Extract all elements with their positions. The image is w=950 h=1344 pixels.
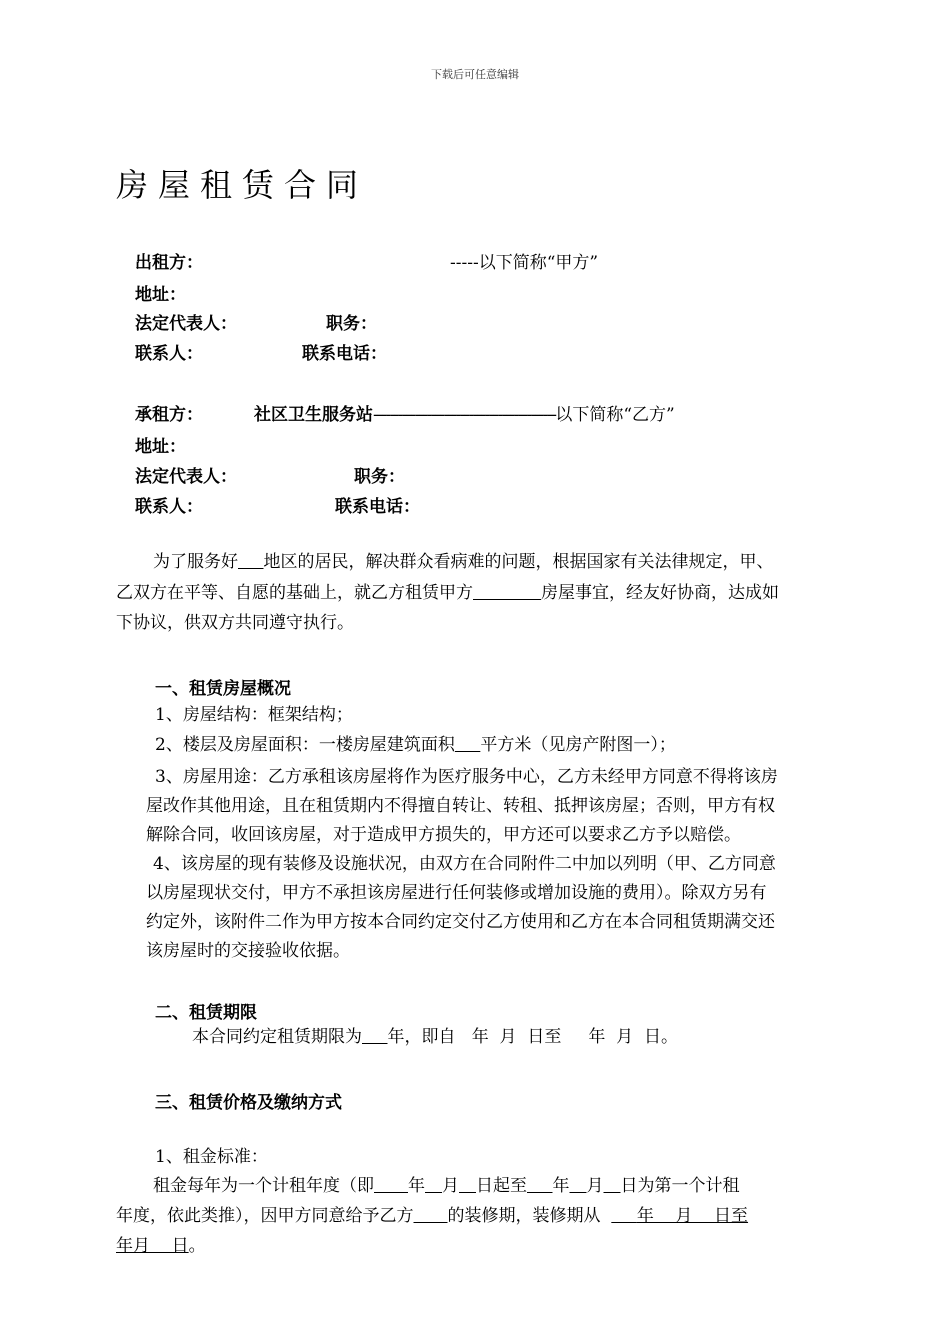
intro-text: 地区的居民，解决群众看病难的问题，根据国家有关法律规定，甲、: [263, 552, 774, 572]
lessee-contact-row: [135, 492, 420, 517]
blank-field: [527, 1176, 553, 1196]
lessee-name-line: [254, 400, 675, 425]
lessee-rep-label: 法定代表人：: [135, 467, 237, 487]
rent-text: 租金每年为一个计租年度（即: [153, 1176, 374, 1196]
section1-heading: 一、租赁房屋概况: [155, 679, 291, 699]
lessor-rep-label: 法定代表人：: [135, 314, 237, 334]
section1-item4-line4: 该房屋时的交接验收依据。: [146, 941, 350, 961]
lessee-row: [135, 400, 675, 425]
item-text: 平方米（见房产附图一）；: [480, 735, 676, 755]
blank-field: [604, 1176, 621, 1196]
rent-text: 年: [552, 1176, 570, 1196]
section3-item1: 1、租金标准：: [155, 1147, 268, 1167]
section1-item3-line3: 解除合同，收回该房屋，对于造成甲方损失的，甲方还可以要求乙方予以赔偿。: [146, 825, 741, 845]
section3-line1: [153, 1172, 740, 1201]
lessor-suffix: -----以下简称“甲方”: [450, 253, 599, 273]
section2-text: [192, 1023, 678, 1052]
rent-text: 月: [442, 1176, 459, 1196]
header-note: 下载后可任意编辑: [431, 68, 519, 81]
intro-line-2: [116, 578, 779, 608]
lessor-position-label: 职务：: [326, 314, 377, 334]
section1-item4-line2: 以房屋现状交付，甲方不承担该房屋进行任何装修或增加设施的费用）。除双方另有: [146, 883, 767, 903]
lessor-contact-label: 联系人：: [135, 344, 203, 364]
section1-item4-line1: 4、该房屋的现有装修及设施状况，由双方在合同附件二中加以列明（甲、乙方同意: [153, 854, 776, 874]
intro-text: 乙双方在平等、自愿的基础上，就乙方租赁甲方: [116, 583, 473, 603]
lessor-rep-row: [135, 309, 377, 334]
lessee-suffix: 以下简称“乙方”: [555, 405, 675, 425]
lessee-contact-label: 联系人：: [135, 497, 203, 517]
blank-field: [455, 735, 481, 755]
lessor-address-row: [135, 280, 186, 305]
lessee-rep-row: [135, 462, 405, 487]
blank-field: [362, 1027, 388, 1047]
rent-text: 。: [188, 1236, 206, 1256]
rent-text: 日为第一个计租: [620, 1176, 740, 1196]
lessor-phone-label: 联系电话：: [302, 344, 387, 364]
section1-item3-line2: 屋改作其他用途，且在租赁期内不得擅自转让、转租、抵押该房屋；否则，甲方有权: [146, 796, 775, 816]
rent-text: 年 月 日至: [636, 1206, 749, 1226]
rent-text: 年: [408, 1176, 425, 1196]
lessor-contact-row: [135, 339, 387, 364]
blank-field: [459, 1176, 476, 1196]
section1-item2: [155, 731, 676, 760]
rent-text: 月: [586, 1176, 604, 1196]
intro-text: 为了服务好: [153, 552, 238, 572]
intro-line-3: 下协议，供双方共同遵守执行。: [116, 613, 354, 633]
lessee-position-label: 职务：: [354, 467, 405, 487]
blank-field: [425, 1176, 442, 1196]
item-text: 2、楼层及房屋面积：一楼房屋建筑面积: [155, 735, 455, 755]
lessor-row: [135, 248, 599, 273]
section1-item3-line1: 3、房屋用途：乙方承租该房屋将作为医疗服务中心，乙方未经甲方同意不得将该房: [155, 767, 778, 787]
lessee-dashes: --------------------------------------------: [373, 405, 556, 425]
blank-field: [611, 1206, 637, 1226]
section3-line2: [116, 1202, 748, 1231]
blank-field: [473, 583, 541, 603]
blank-field: [570, 1176, 587, 1196]
section3-line3: [116, 1232, 206, 1261]
lessee-address-label: 地址：: [135, 437, 186, 457]
lessee-address-row: [135, 432, 186, 457]
blank-field: [374, 1176, 408, 1196]
lessee-name: 社区卫生服务站: [254, 405, 373, 425]
section1-item1: 1、房屋结构：框架结构；: [155, 705, 353, 725]
rent-text: 年月 日: [116, 1236, 189, 1256]
rent-text: 日起至: [476, 1176, 527, 1196]
page-title: 房屋租赁合同: [116, 166, 369, 204]
lessor-label: 出租方：: [135, 253, 203, 273]
lessor-address-label: 地址：: [135, 285, 186, 305]
term-text: 本合同约定租赁期限为: [192, 1027, 362, 1047]
lessee-label: 承租方：: [135, 405, 203, 425]
term-text: 年，即自 年 月 日至 年 月 日。: [387, 1027, 678, 1047]
lessee-phone-label: 联系电话：: [335, 497, 420, 517]
section3-heading: 三、租赁价格及缴纳方式: [155, 1093, 342, 1113]
intro-text: 房屋事宜，经友好协商，达成如: [541, 583, 779, 603]
intro-line-1: [153, 547, 774, 577]
blank-field: [238, 552, 264, 572]
rent-text: 年度，依此类推），因甲方同意给予乙方: [116, 1206, 414, 1226]
section2-heading: 二、租赁期限: [155, 1003, 257, 1023]
blank-field: [414, 1206, 448, 1226]
section1-item4-line3: 约定外，该附件二作为甲方按本合同约定交付乙方使用和乙方在本合同租赁期满交还: [146, 912, 775, 932]
rent-text: 的装修期，装修期从: [447, 1206, 601, 1226]
